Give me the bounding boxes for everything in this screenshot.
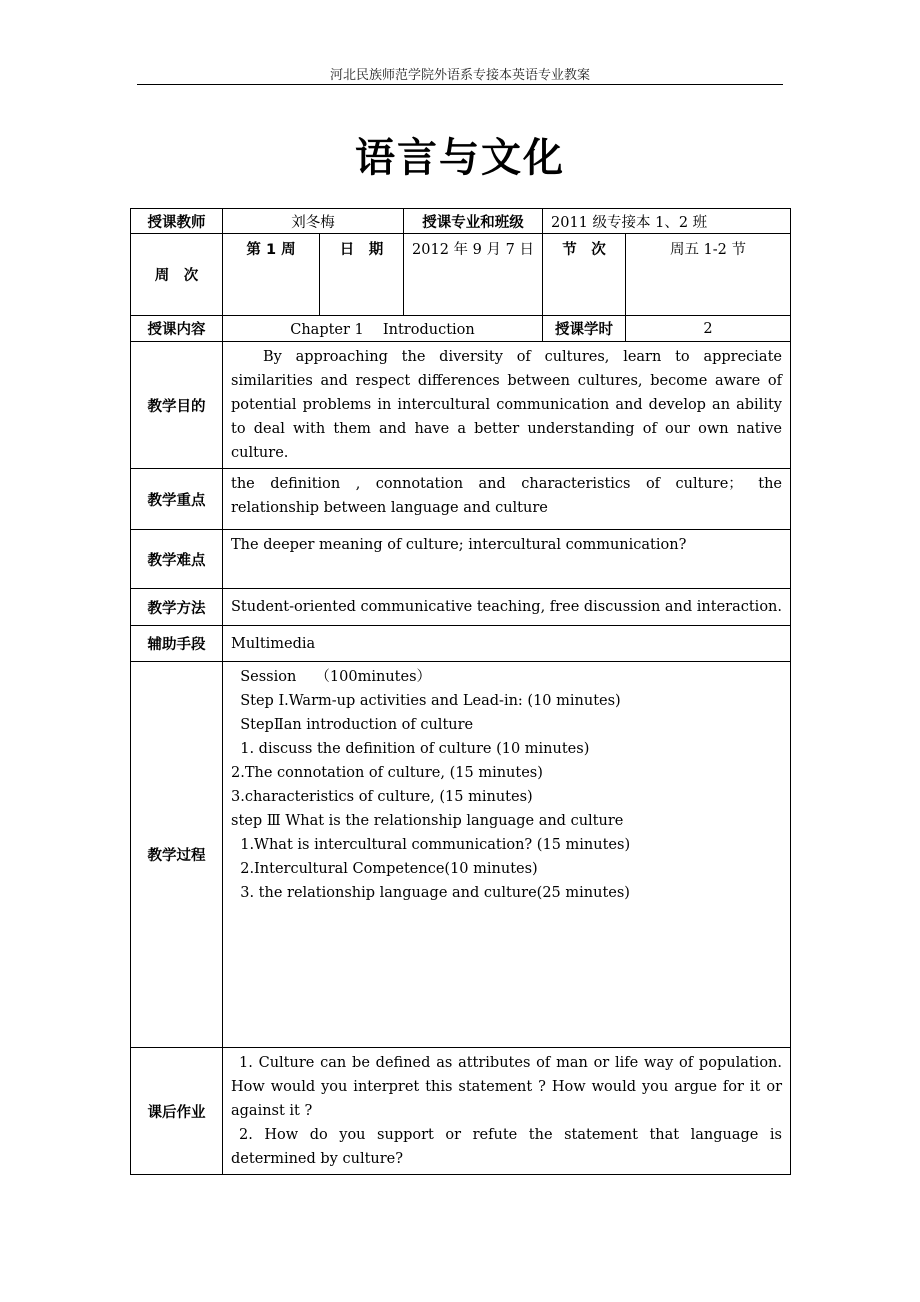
table-row xyxy=(131,530,791,589)
homework-item: 2. How do you support or refute the statement that language is determined by culture? xyxy=(231,1127,782,1167)
methods-value: Student-oriented communicative teaching, free discussion and interaction. xyxy=(223,589,791,626)
table-row xyxy=(131,316,791,342)
keypoints-value: the definition , connotation and characteristics of culture； the relationship between language and culture xyxy=(223,469,791,530)
methods-label: 教学方法 xyxy=(131,589,223,626)
process-line: 3. the relationship language and culture(25 minutes) xyxy=(231,885,630,901)
hours-value: 2 xyxy=(626,316,791,342)
lesson-plan-table xyxy=(130,208,791,1175)
process-line: 2.The connotation of culture, (15 minutes) xyxy=(231,765,543,781)
teacher-label: 授课教师 xyxy=(131,209,223,234)
objective-value: By approaching the diversity of cultures, learn to appreciate similarities and respect differences between cultures, become aware of potential problems in intercultural communication and develop an ability to deal with them and have a better understanding of our own native culture. xyxy=(223,342,791,469)
table-row xyxy=(131,234,791,316)
content-value: Chapter 1 Introduction xyxy=(223,316,543,342)
homework-label: 课后作业 xyxy=(131,1048,223,1175)
process-value xyxy=(223,662,791,1048)
table-row xyxy=(131,589,791,626)
content-label: 授课内容 xyxy=(131,316,223,342)
table-row xyxy=(131,626,791,662)
process-line: 2.Intercultural Competence(10 minutes) xyxy=(231,861,538,877)
table-row xyxy=(131,1048,791,1175)
aids-value: Multimedia xyxy=(223,626,791,662)
homework-item: 1. Culture can be defined as attributes of man or life way of population. How would you interpret this statement ? How would you argue for it or against it ? xyxy=(231,1055,782,1119)
process-line: Session （100minutes） xyxy=(231,669,432,685)
table-row xyxy=(131,209,791,234)
week-label: 周 次 xyxy=(131,234,223,316)
document-title: 语言与文化 xyxy=(355,135,565,181)
date-value: 2012 年 9 月 7 日 xyxy=(404,234,543,316)
week-value: 第 1 周 xyxy=(223,234,320,316)
aids-label: 辅助手段 xyxy=(131,626,223,662)
process-line: step Ⅲ What is the relationship language and culture xyxy=(231,813,624,829)
section-value: 周五 1-2 节 xyxy=(626,234,791,316)
process-line: 1. discuss the definition of culture (10 minutes) xyxy=(231,741,590,757)
header-rule xyxy=(137,84,783,85)
process-line: StepⅡan introduction of culture xyxy=(231,717,474,733)
table-row xyxy=(131,469,791,530)
section-label: 节 次 xyxy=(543,234,626,316)
table-row xyxy=(131,662,791,1048)
page-header: 河北民族师范学院外语系专接本英语专业教案 xyxy=(329,68,590,83)
objective-label: 教学目的 xyxy=(131,342,223,469)
table-row xyxy=(131,342,791,469)
teacher-value: 刘冬梅 xyxy=(223,209,404,234)
process-line: Step I.Warm-up activities and Lead-in: (10 minutes) xyxy=(231,693,621,709)
process-line: 3.characteristics of culture, (15 minutes) xyxy=(231,789,533,805)
difficulties-label: 教学难点 xyxy=(131,530,223,589)
difficulties-value: The deeper meaning of culture; intercultural communication? xyxy=(223,530,791,589)
major-value: 2011 级专接本 1、2 班 xyxy=(543,209,791,234)
homework-value xyxy=(223,1048,791,1175)
hours-label: 授课学时 xyxy=(543,316,626,342)
keypoints-label: 教学重点 xyxy=(131,469,223,530)
process-line: 1.What is intercultural communication? (15 minutes) xyxy=(231,837,631,853)
date-label: 日 期 xyxy=(320,234,404,316)
process-label: 教学过程 xyxy=(131,662,223,1048)
major-label: 授课专业和班级 xyxy=(404,209,543,234)
